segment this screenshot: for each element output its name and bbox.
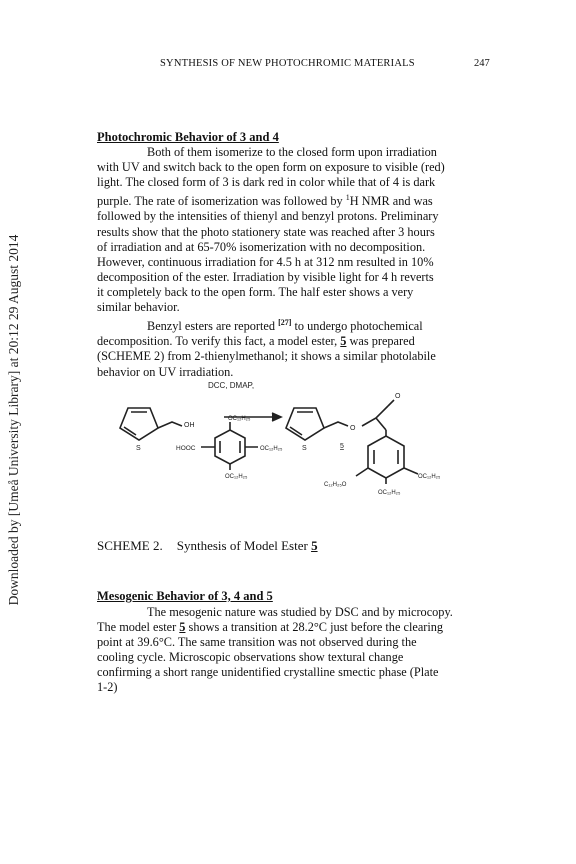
section-heading-mesogenic: Mesogenic Behavior of 3, 4 and 5 <box>97 589 273 603</box>
sulfur-label: S <box>302 445 307 452</box>
hydroxyl-label: OH <box>184 422 195 429</box>
caption-label: SCHEME 2. <box>97 538 163 553</box>
text-line: similar behavior. <box>97 300 180 315</box>
text-line: behavior on UV irradiation. <box>97 364 234 379</box>
text-line: The mesogenic nature was studied by DSC and by microcopy. <box>147 605 453 619</box>
text-line: However, continuous irradiation for 4.5 h at 312 nm resulted in 10% <box>97 254 434 269</box>
text-line: cooling cycle. Microscopic observations show textural change <box>97 650 404 665</box>
paragraph-photochromic <box>97 145 487 380</box>
text-line: with UV and switch back to the open form on exposure to visible (red) <box>97 160 445 175</box>
compound-number: 5 <box>311 538 318 553</box>
scheme-caption <box>97 538 318 554</box>
text-span: H NMR and was <box>349 194 433 209</box>
text-span: shows a transition at 28.2°C just before the clearing <box>185 620 444 635</box>
sulfur-label: S <box>136 445 141 452</box>
compound-number: 5 <box>340 334 347 349</box>
text-line <box>97 334 487 349</box>
paragraph-mesogenic <box>97 605 487 696</box>
text-line: confirming a short range unidentified crystalline smectic phase (Plate <box>97 665 439 680</box>
section-heading-photochromic: Photochromic Behavior of 3 and 4 <box>97 130 279 144</box>
text-line: results show that the photo stationery state was reached after 3 hours <box>97 224 435 239</box>
text-span: Benzyl esters are reported <box>147 319 279 334</box>
text-line: it completely back to the open form. The half ester shows a very <box>97 284 414 299</box>
substituent-label: OC₁₂H₂₅ <box>418 474 440 480</box>
carboxyl-label: HOOC <box>176 445 196 452</box>
substituent-label: OC₁₂H₂₅ <box>225 474 248 480</box>
text-line <box>97 315 487 334</box>
substituent-label: C₁₂H₂₅O <box>324 482 347 488</box>
reagents-label: DCC, DMAP, <box>208 381 255 390</box>
download-note: Downloaded by [Umeå University Library] at 20:12 29 August 2014 <box>6 234 21 606</box>
text-line: (SCHEME 2) from 2-thienylmethanol; it shows a similar photolabile <box>97 349 436 364</box>
download-watermark <box>2 210 26 630</box>
text-line <box>97 620 487 635</box>
text-span: purple. The rate of isomerization was followed by <box>97 194 346 209</box>
superscript: 1 <box>345 193 350 203</box>
text-span: to undergo photochemical <box>291 319 423 334</box>
text-line: of irradiation and at 65-70% isomerization with no decomposition. <box>97 239 426 254</box>
text-span: The model ester <box>97 620 180 635</box>
compound-number: 5 <box>179 620 186 635</box>
text-span: was prepared <box>346 334 415 349</box>
scheme-2-reaction <box>100 370 440 510</box>
citation-ref: [27] <box>278 318 292 328</box>
caption-text: Synthesis of Model Ester <box>176 538 312 553</box>
text-line: 1-2) <box>97 680 118 695</box>
text-line: decomposition of the ester. Irradiation by visible light for 4 h reverts <box>97 269 434 284</box>
substituent-label: OC₁₂H₂₅ <box>260 446 283 452</box>
product-number: 5 <box>340 443 344 450</box>
running-header: SYNTHESIS OF NEW PHOTOCHROMIC MATERIALS <box>160 58 415 69</box>
text-line: Both of them isomerize to the closed form upon irradiation <box>147 145 437 159</box>
text-line <box>97 190 487 209</box>
text-line: followed by the intensities of thienyl and benzyl protons. Preliminary <box>97 209 439 224</box>
page-number: 247 <box>474 58 490 69</box>
ester-oxygen-label: O <box>350 425 356 432</box>
text-line: point at 39.6°C. The same transition was not observed during the <box>97 635 417 650</box>
substituent-label: OC₁₂H₂₅ <box>228 416 251 422</box>
carbonyl-oxygen-label: O <box>395 393 401 400</box>
text-line: light. The closed form of 3 is dark red in color while that of 4 is dark <box>97 175 436 190</box>
text-span: decomposition. To verify this fact, a model ester, <box>97 334 341 349</box>
substituent-label: OC₁₂H₂₅ <box>378 490 401 496</box>
